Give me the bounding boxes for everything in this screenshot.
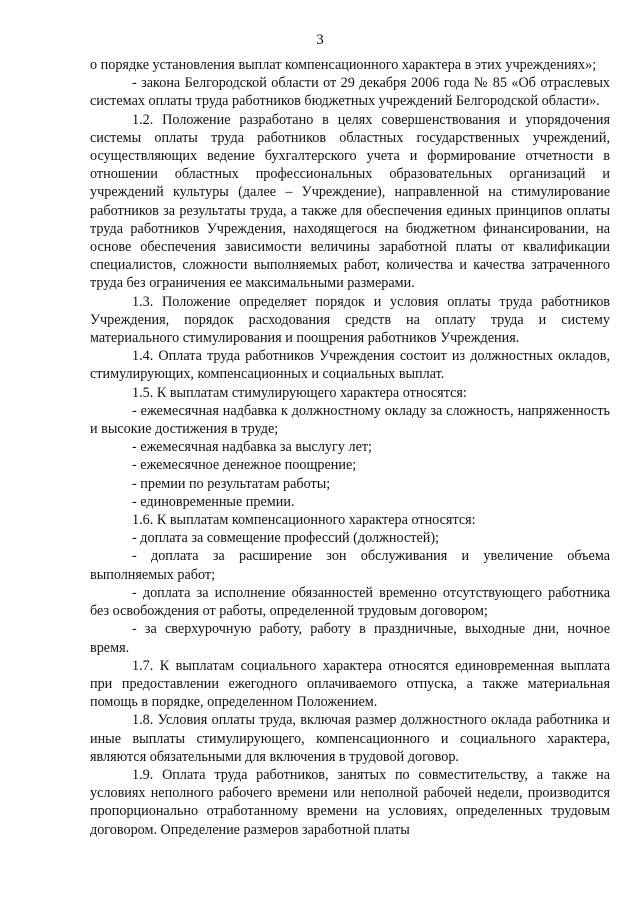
paragraph: - доплата за расширение зон обслуживания и увеличение объема выполняемых работ; bbox=[90, 548, 610, 583]
paragraph: 1.5. К выплатам стимулирующего характера относятся: bbox=[132, 384, 467, 401]
page-number: 3 bbox=[316, 32, 324, 48]
paragraph: - доплата за исполнение обязанностей временно отсутствующего работника без освобождения от работы, определенной трудовым договором; bbox=[90, 584, 610, 620]
paragraph: о порядке установления выплат компенсационного характера в этих учреждениях»; bbox=[90, 57, 597, 73]
document-body bbox=[90, 56, 610, 839]
paragraph: - единовременные премии. bbox=[132, 493, 295, 510]
paragraph: - ежемесячное денежное поощрение; bbox=[132, 457, 357, 474]
paragraph: - за сверхурочную работу, работу в праздничные, выходные дни, ночное время. bbox=[90, 621, 610, 656]
paragraph: 1.7. К выплатам социального характера относятся единовременная выплата при предоставлении ежегодного оплачиваемого отпуска, а также материальная помощь в порядке, определенном Положением. bbox=[90, 657, 610, 711]
paragraph: 1.6. К выплатам компенсационного характера относятся: bbox=[132, 512, 476, 529]
paragraph: 1.9. Оплата труда работников, занятых по совместительству, а также на условиях неполного рабочего времени или неполной рабочей недели, производится пропорционально отработанному времени на условиях, определенных трудовым договором. Определение размеров заработной платы bbox=[90, 766, 610, 838]
paragraph: - ежемесячная надбавка за выслугу лет; bbox=[132, 439, 373, 456]
paragraph: 1.8. Условия оплаты труда, включая размер должностного оклада работника и иные выплаты стимулирующего, компенсационного и социального характера, являются обязательными для включения в трудовой договор. bbox=[90, 712, 610, 765]
paragraph: 1.2. Положение разработано в целях совершенствования и упорядочения системы оплаты труда работников областных государственных учреждений, осуществляющих ведение бухгалтерского учета и формирование отчетности в отношении областных профессиональных образовательных организаций и учреждений культуры (далее – Учреждение), направленной на стимулирование работников за результаты труда, а также для обеспечения единых принципов оплаты труда работников Учреждения, находящегося на бюджетном финансировании, на основе обеспечения зависимости величины заработной платы от квалификации специалистов, сложности выполняемых работ, количества и качества затраченного труда без ограничения ее максимальными размерами. bbox=[90, 111, 610, 292]
paragraph: 1.4. Оплата труда работников Учреждения состоит из должностных окладов, стимулирующих, компенсационных и социальных выплат. bbox=[90, 348, 610, 383]
paragraph: - доплата за совмещение профессий (должностей); bbox=[132, 530, 439, 547]
paragraph: - закона Белгородской области от 29 декабря 2006 года № 85 «Об отраслевых системах оплаты труда работников бюджетных учреждений Белгородской области». bbox=[90, 75, 610, 110]
paragraph: - ежемесячная надбавка к должностному окладу за сложность, напряженность и высокие достижения в труде; bbox=[90, 402, 610, 438]
paragraph: 1.3. Положение определяет порядок и условия оплаты труда работников Учреждения, порядок расходования средств на оплату труда и систему материального стимулирования и поощрения работников Учреждения. bbox=[90, 293, 610, 347]
paragraph: - премии по результатам работы; bbox=[132, 475, 331, 492]
